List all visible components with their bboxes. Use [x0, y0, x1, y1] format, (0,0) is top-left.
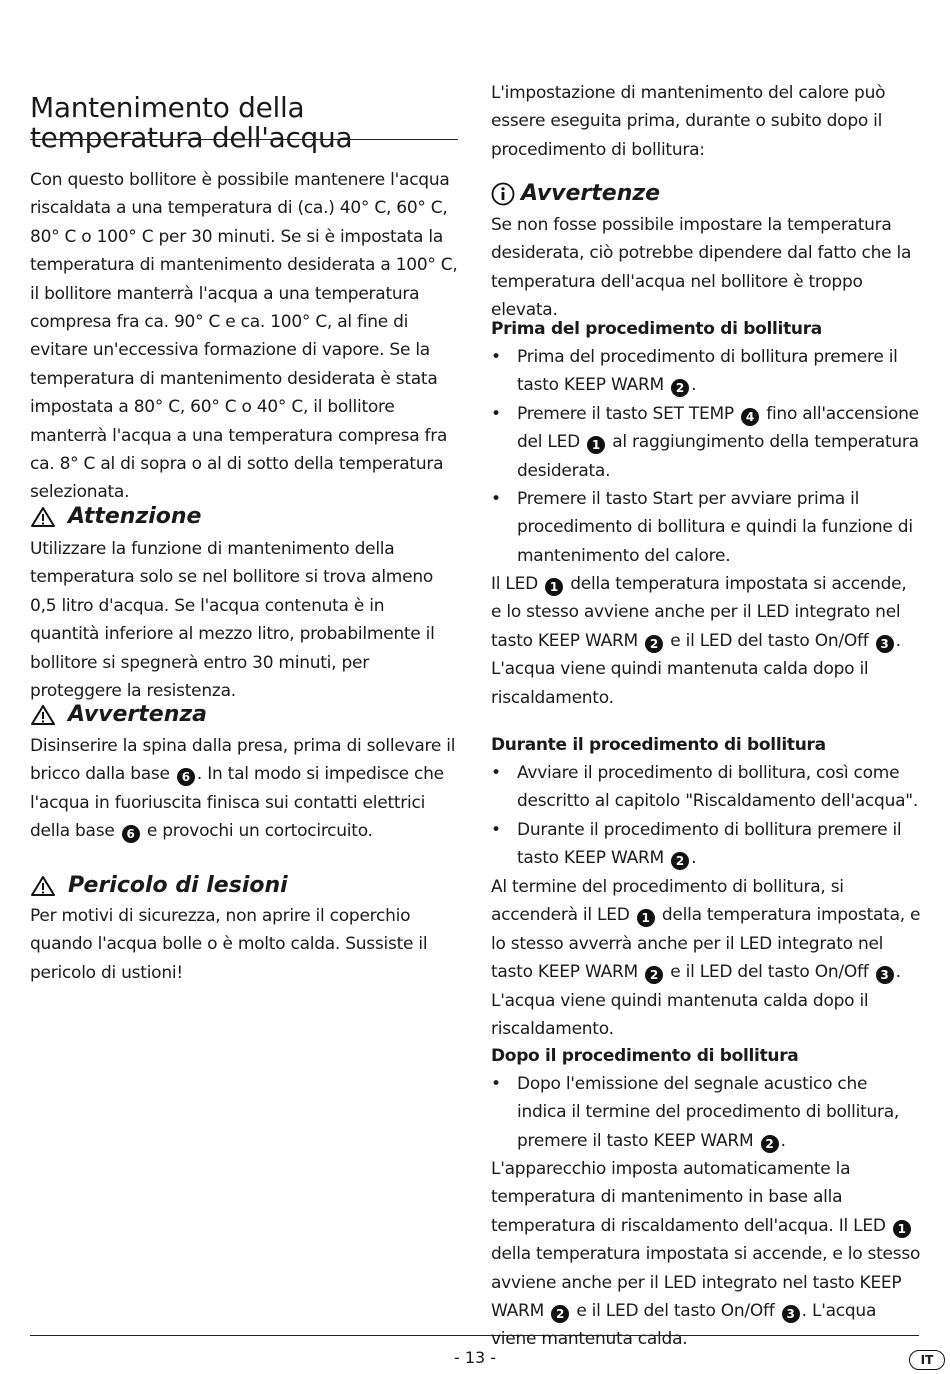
durante-heading: Durante il procedimento di bollitura	[491, 735, 826, 755]
list-item: • Premere il tasto SET TEMP 4 fino all'accensione del LED 1 al raggiungimento della temperatura desiderata.	[491, 403, 919, 481]
page-number: - 13 -	[453, 1348, 497, 1367]
marker-1: 1	[893, 1220, 911, 1238]
avvertenze-heading	[491, 180, 660, 208]
avvertenze-text: Se non fosse possibile impostare la temperatura desiderata, ciò potrebbe dipendere dal fatto che la temperatura dell'acqua nel bollitore è troppo elevata.	[491, 215, 912, 321]
list-item: • Durante il procedimento di bollitura premere il tasto KEEP WARM 2 .	[491, 819, 902, 869]
title-underline	[30, 139, 458, 140]
prima-list	[491, 343, 921, 570]
marker-3: 3	[876, 966, 894, 984]
right-intro: L'impostazione di mantenimento del calore può essere eseguita prima, durante o subito dopo il procedimento di bollitura:	[491, 83, 886, 160]
durante-paragraph: Al termine del procedimento di bollitura, si accenderà il LED 1 della temperatura impostata, e lo stesso avverrà anche per il LED integrato nel tasto KEEP WARM 2 e il LED del tasto On/Off 3 . L'acqua viene quindi mantenuta calda dopo il riscaldamento.	[491, 877, 921, 1040]
list-item: • Prima del procedimento di bollitura premere il tasto KEEP WARM 2 .	[491, 347, 898, 396]
warning-triangle-icon	[30, 704, 56, 726]
dopo-paragraph: L'apparecchio imposta automaticamente la temperatura di mantenimento in base alla temperatura di riscaldamento dell'acqua. Il LED 1 della temperatura impostata si accende, e lo stesso avviene anche per il LED integrato nel tasto KEEP WARM 2 e il LED del tasto On/Off 3 . L'acqua viene mantenuta calda.	[491, 1159, 921, 1350]
warning-triangle-icon	[30, 506, 56, 528]
pericolo-text: Per motivi di sicurezza, non aprire il coperchio quando l'acqua bolle o è molto calda. Sussiste il pericolo di ustioni!	[30, 906, 428, 983]
list-item: • Dopo l'emissione del segnale acustico che indica il termine del procedimento di bollitura, premere il tasto KEEP WARM 2 .	[491, 1074, 900, 1151]
page-title: Mantenimento della temperatura dell'acqua	[30, 90, 353, 154]
list-item: • Premere il tasto Start per avviare prima il procedimento di bollitura e quindi la funzione di mantenimento del calore.	[491, 489, 913, 566]
marker-1: 1	[587, 436, 605, 454]
marker-2: 2	[645, 966, 663, 984]
language-badge: IT	[909, 1350, 945, 1370]
pericolo-heading	[30, 872, 288, 900]
avvertenza-text: Disinserire la spina dalla presa, prima di sollevare il bricco dalla base 6 . In tal modo si impedisce che l'acqua in fuoriuscita finisca sui contatti elettrici della base 6 e provochi un cortocircuito.	[30, 736, 456, 842]
marker-3: 3	[876, 635, 894, 653]
warning-triangle-icon	[30, 875, 56, 897]
marker-6: 6	[122, 825, 140, 843]
durante-list	[491, 759, 921, 873]
marker-4: 4	[741, 408, 759, 426]
dopo-heading: Dopo il procedimento di bollitura	[491, 1046, 799, 1066]
list-item: • Avviare il procedimento di bollitura, così come descritto al capitolo "Riscaldamento dell'acqua".	[491, 763, 918, 812]
marker-1: 1	[637, 909, 655, 927]
intro-paragraph: Con questo bollitore è possibile mantenere l'acqua riscaldata a una temperatura di (ca.) 40° C, 60° C, 80° C o 100° C per 30 minuti. Se si è impostata la temperatura di mantenimento desiderata a 100° C, il bollitore manterrà l'acqua a una temperatura compresa fra ca. 90° C e ca. 100° C, al fine di evitare un'eccessiva formazione di vapore. Se la temperatura di mantenimento desiderata è stata impostata a 80° C, 60° C o 40° C, il bollitore manterrà l'acqua a una temperatura compresa fra ca. 8° C al di sopra o al di sotto della temperatura selezionata.	[30, 170, 458, 503]
dopo-list	[491, 1070, 921, 1155]
marker-6: 6	[177, 768, 195, 786]
marker-2: 2	[761, 1135, 779, 1153]
attenzione-text: Utilizzare la funzione di mantenimento della temperatura solo se nel bollitore si trova almeno 0,5 litro d'acqua. Se l'acqua contenuta è in quantità inferiore al mezzo litro, probabilmente il bollitore si spegnerà entro 30 minuti, per proteggere la resistenza.	[30, 539, 435, 702]
avvertenze-title: Avvertenze	[521, 181, 661, 206]
attenzione-title: Attenzione	[68, 504, 202, 529]
marker-2: 2	[645, 635, 663, 653]
prima-heading: Prima del procedimento di bollitura	[491, 319, 822, 339]
footer-rule	[30, 1335, 919, 1336]
pericolo-title: Pericolo di lesioni	[68, 873, 288, 898]
attenzione-heading	[30, 503, 201, 531]
marker-2: 2	[671, 852, 689, 870]
avvertenza-heading	[30, 701, 207, 729]
prima-paragraph: Il LED 1 della temperatura impostata si accende, e lo stesso avviene anche per il LED integrato nel tasto KEEP WARM 2 e il LED del tasto On/Off 3 . L'acqua viene quindi mantenuta calda dopo il riscaldamento.	[491, 574, 907, 708]
marker-2: 2	[551, 1305, 569, 1323]
marker-2: 2	[671, 379, 689, 397]
marker-3: 3	[782, 1305, 800, 1323]
info-icon	[491, 182, 515, 206]
avvertenza-title: Avvertenza	[68, 702, 208, 727]
marker-1: 1	[545, 578, 563, 596]
